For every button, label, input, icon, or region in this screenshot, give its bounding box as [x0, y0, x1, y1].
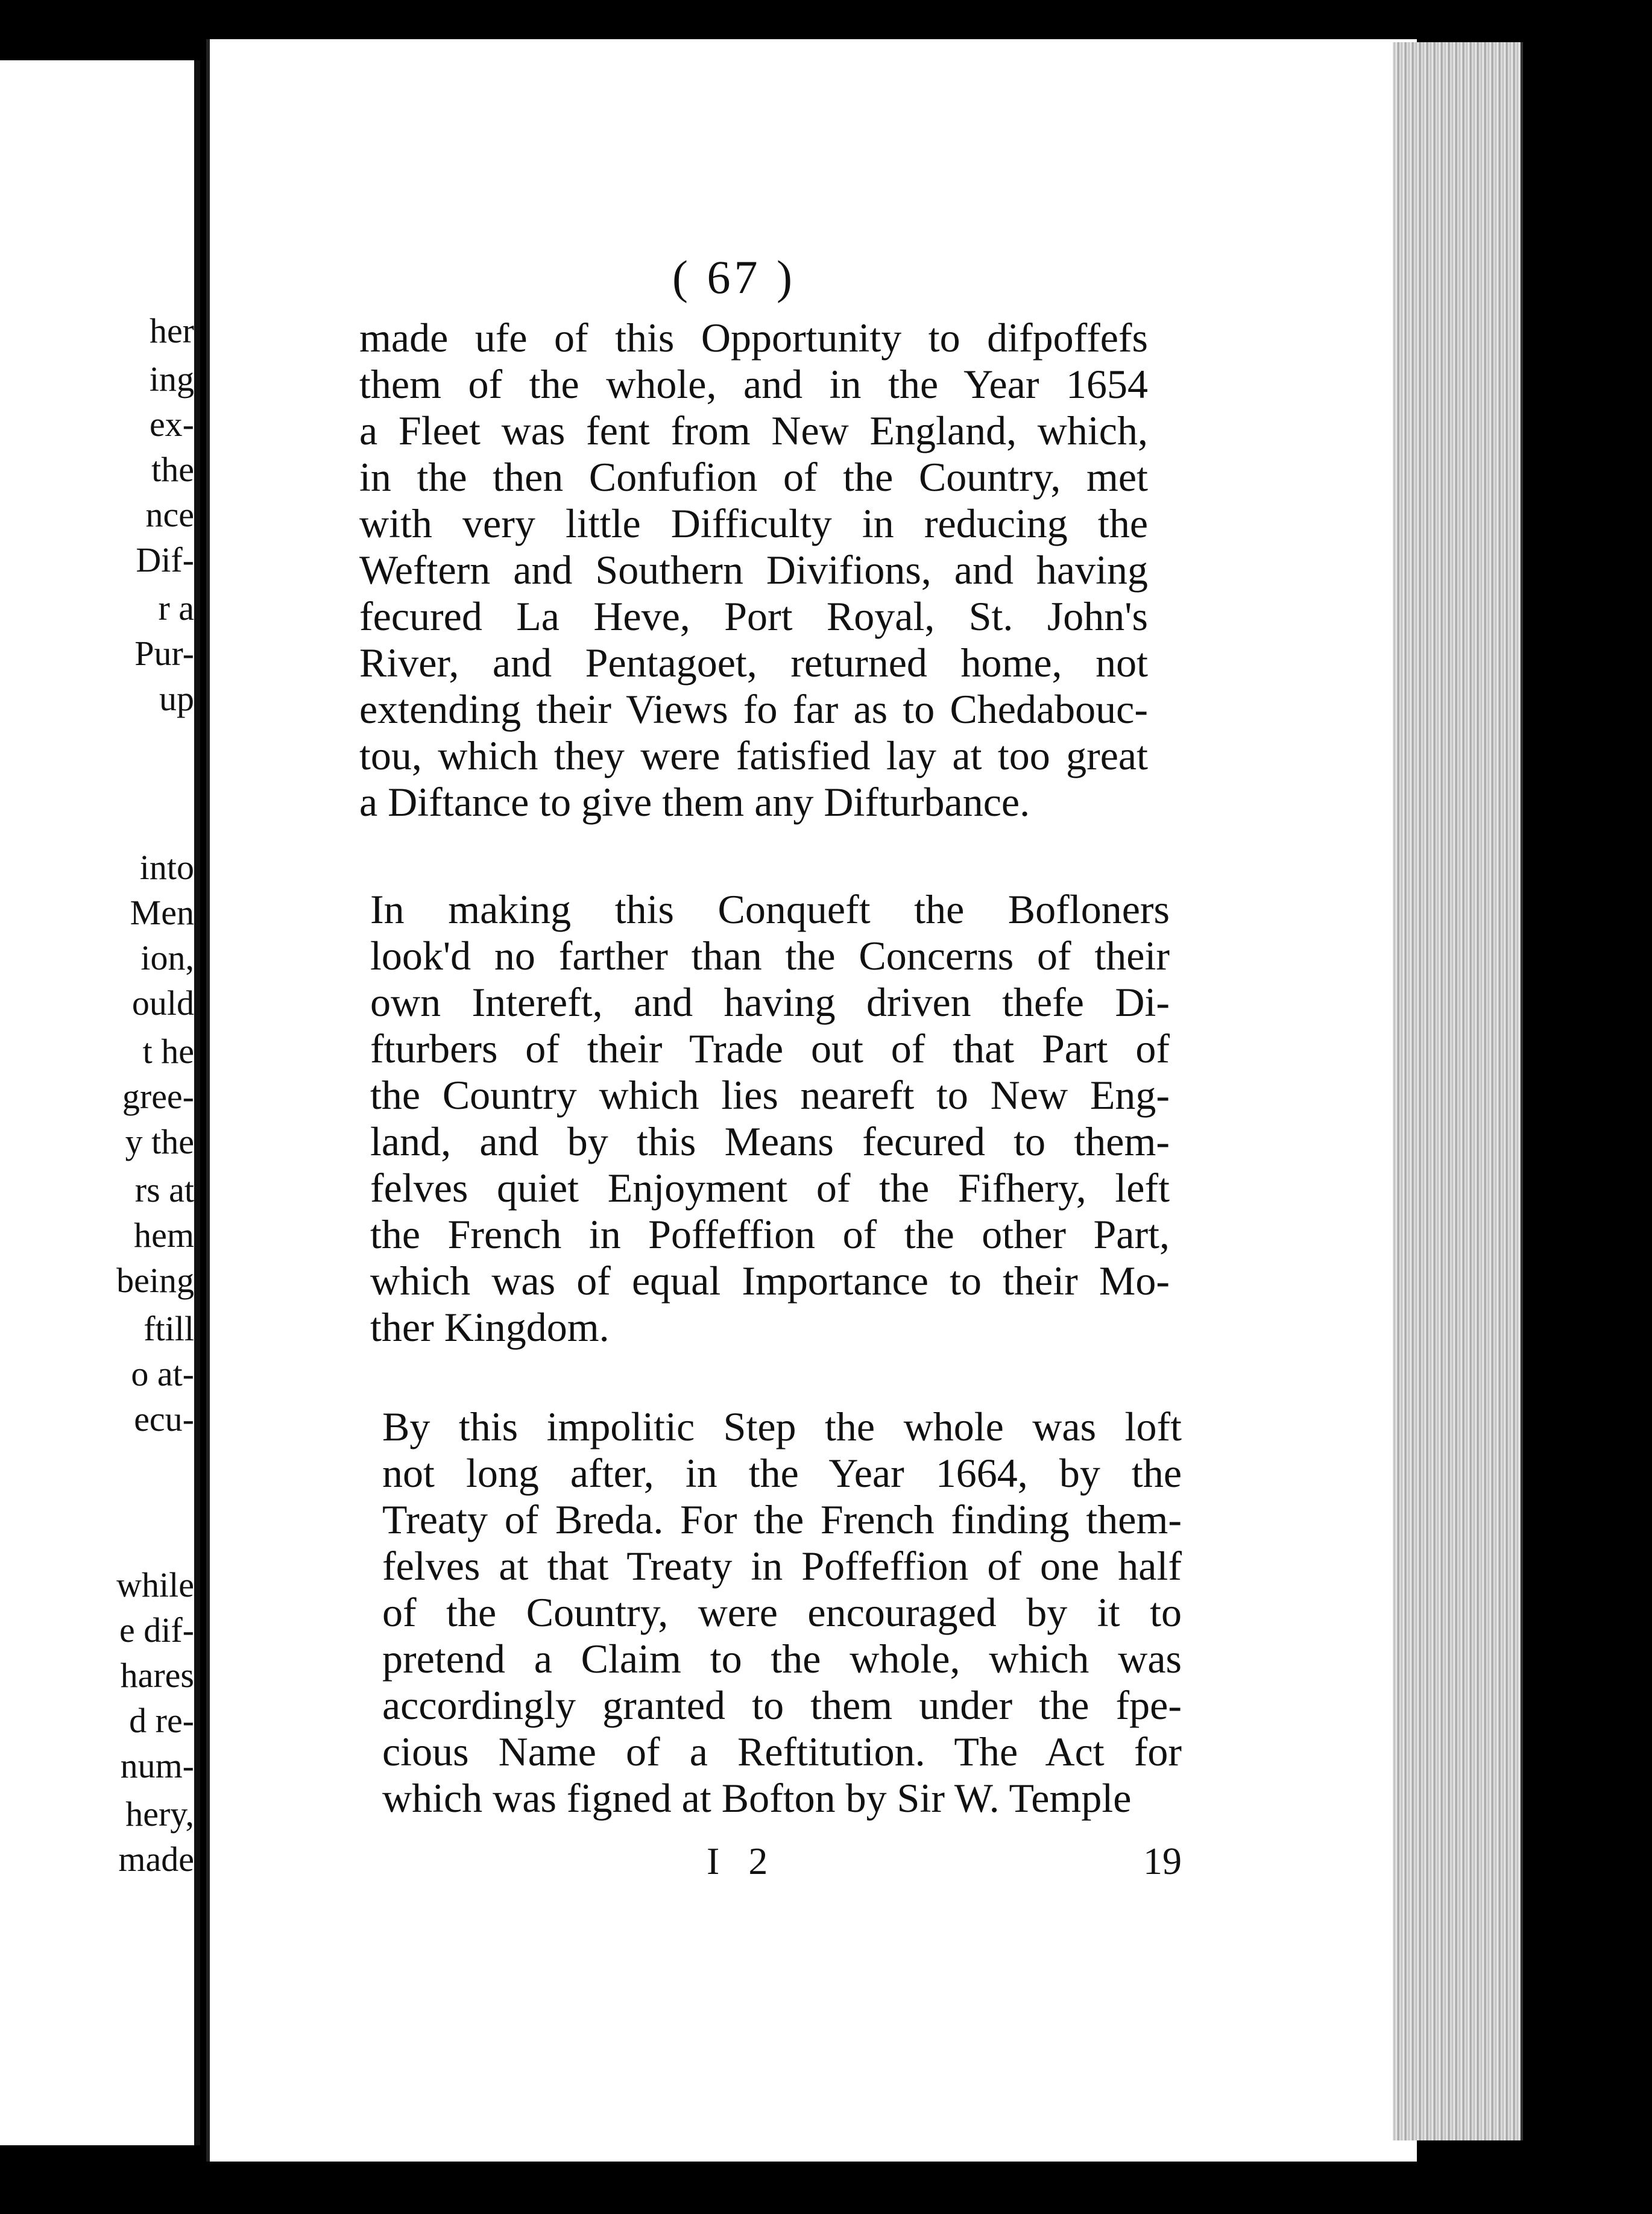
left-fragment: o at- [131, 1354, 194, 1393]
left-fragment: gree- [122, 1077, 194, 1116]
text-line: Weftern and Southern Divifions, and having [359, 547, 1148, 593]
signature-mark: I 2 [707, 1840, 778, 1882]
text-line: ther Kingdom. [370, 1304, 610, 1350]
text-line: the Country which lies neareft to New Eng- [370, 1072, 1170, 1118]
left-fragment: e dif- [119, 1610, 194, 1650]
paragraph-2 [370, 886, 1170, 1351]
left-fragment: hem [134, 1216, 194, 1255]
left-fragment: ex- [149, 405, 194, 444]
left-fragment: nce [145, 495, 194, 534]
text-line: fecured La Heve, Port Royal, St. John's [359, 593, 1148, 639]
facing-page-left [0, 60, 200, 2145]
text-line: In making this Conqueft the Bofloners [370, 886, 1170, 932]
left-fragment: Men [130, 893, 194, 932]
page-number: ( 67 ) [672, 251, 796, 303]
text-line: in the then Confufion of the Country, met [359, 454, 1148, 500]
left-fragment: Pur- [134, 634, 194, 673]
left-fragment: ould [131, 983, 194, 1023]
left-fragment: made [118, 1840, 194, 1879]
left-fragment: up [159, 679, 194, 718]
text-line: accordingly granted to them under the fpe- [382, 1682, 1182, 1728]
left-fragment: d re- [129, 1701, 194, 1740]
paragraph-1 [359, 315, 1148, 825]
text-line: cious Name of a Reftitution. The Act for [382, 1729, 1182, 1774]
text-line: not long after, in the Year 1664, by the [382, 1450, 1182, 1496]
left-fragment: hares [120, 1656, 194, 1695]
text-line: own Intereft, and having driven thefe Di- [370, 979, 1170, 1025]
text-line: look'd no farther than the Concerns of their [370, 933, 1170, 979]
left-fragment: ion, [140, 938, 194, 977]
text-line: them of the whole, and in the Year 1654 [359, 361, 1148, 407]
left-fragment: y the [125, 1122, 194, 1161]
left-fragment: Dif- [136, 540, 194, 579]
left-fragment: into [139, 848, 194, 887]
left-fragment: the [151, 450, 194, 489]
left-fragment: rs at [134, 1170, 194, 1210]
text-line: a Fleet was fent from New England, which, [359, 408, 1148, 453]
text-line: extending their Views fo far as to Chedabouc- [359, 686, 1148, 732]
text-line: a Diftance to give them any Difturbance. [359, 779, 1030, 825]
text-line: land, and by this Means fecured to them- [370, 1118, 1170, 1164]
left-fragment: ftill [143, 1309, 194, 1348]
text-line: the French in Poffeffion of the other Part, [370, 1211, 1170, 1257]
text-line: Treaty of Breda. For the French finding them- [382, 1496, 1182, 1542]
left-fragment: hery, [125, 1794, 194, 1834]
left-fragment: t he [142, 1032, 194, 1071]
left-fragment: while [116, 1565, 194, 1604]
left-fragment: being [116, 1261, 194, 1300]
text-line: which was figned at Bofton by Sir W. Temple [382, 1775, 1132, 1821]
text-line: which was of equal Importance to their Mo- [370, 1258, 1170, 1304]
text-line: By this impolitic Step the whole was loft [382, 1404, 1182, 1449]
left-fragment: num- [120, 1746, 194, 1785]
left-fragment: her [149, 311, 194, 350]
text-line: River, and Pentagoet, returned home, not [359, 640, 1148, 686]
text-line: made ufe of this Opportunity to difpoffefs [359, 315, 1148, 361]
text-line: felves at that Treaty in Poffeffion of one half [382, 1543, 1182, 1589]
page-edges [1393, 42, 1523, 2140]
left-fragment: ecu- [134, 1399, 194, 1439]
text-line: of the Country, were encouraged by it to [382, 1589, 1182, 1635]
catchword: 19 [1143, 1840, 1182, 1882]
left-fragment: r a [158, 588, 194, 628]
text-line: with very little Difficulty in reducing the [359, 500, 1148, 546]
text-line: tou, which they were fatisfied lay at too great [359, 733, 1148, 778]
text-line: fturbers of their Trade out of that Part of [370, 1026, 1170, 1071]
text-line: pretend a Claim to the whole, which was [382, 1636, 1182, 1682]
text-line: felves quiet Enjoyment of the Fifhery, left [370, 1165, 1170, 1211]
paragraph-3 [382, 1404, 1182, 1821]
left-fragment: ing [149, 359, 194, 399]
